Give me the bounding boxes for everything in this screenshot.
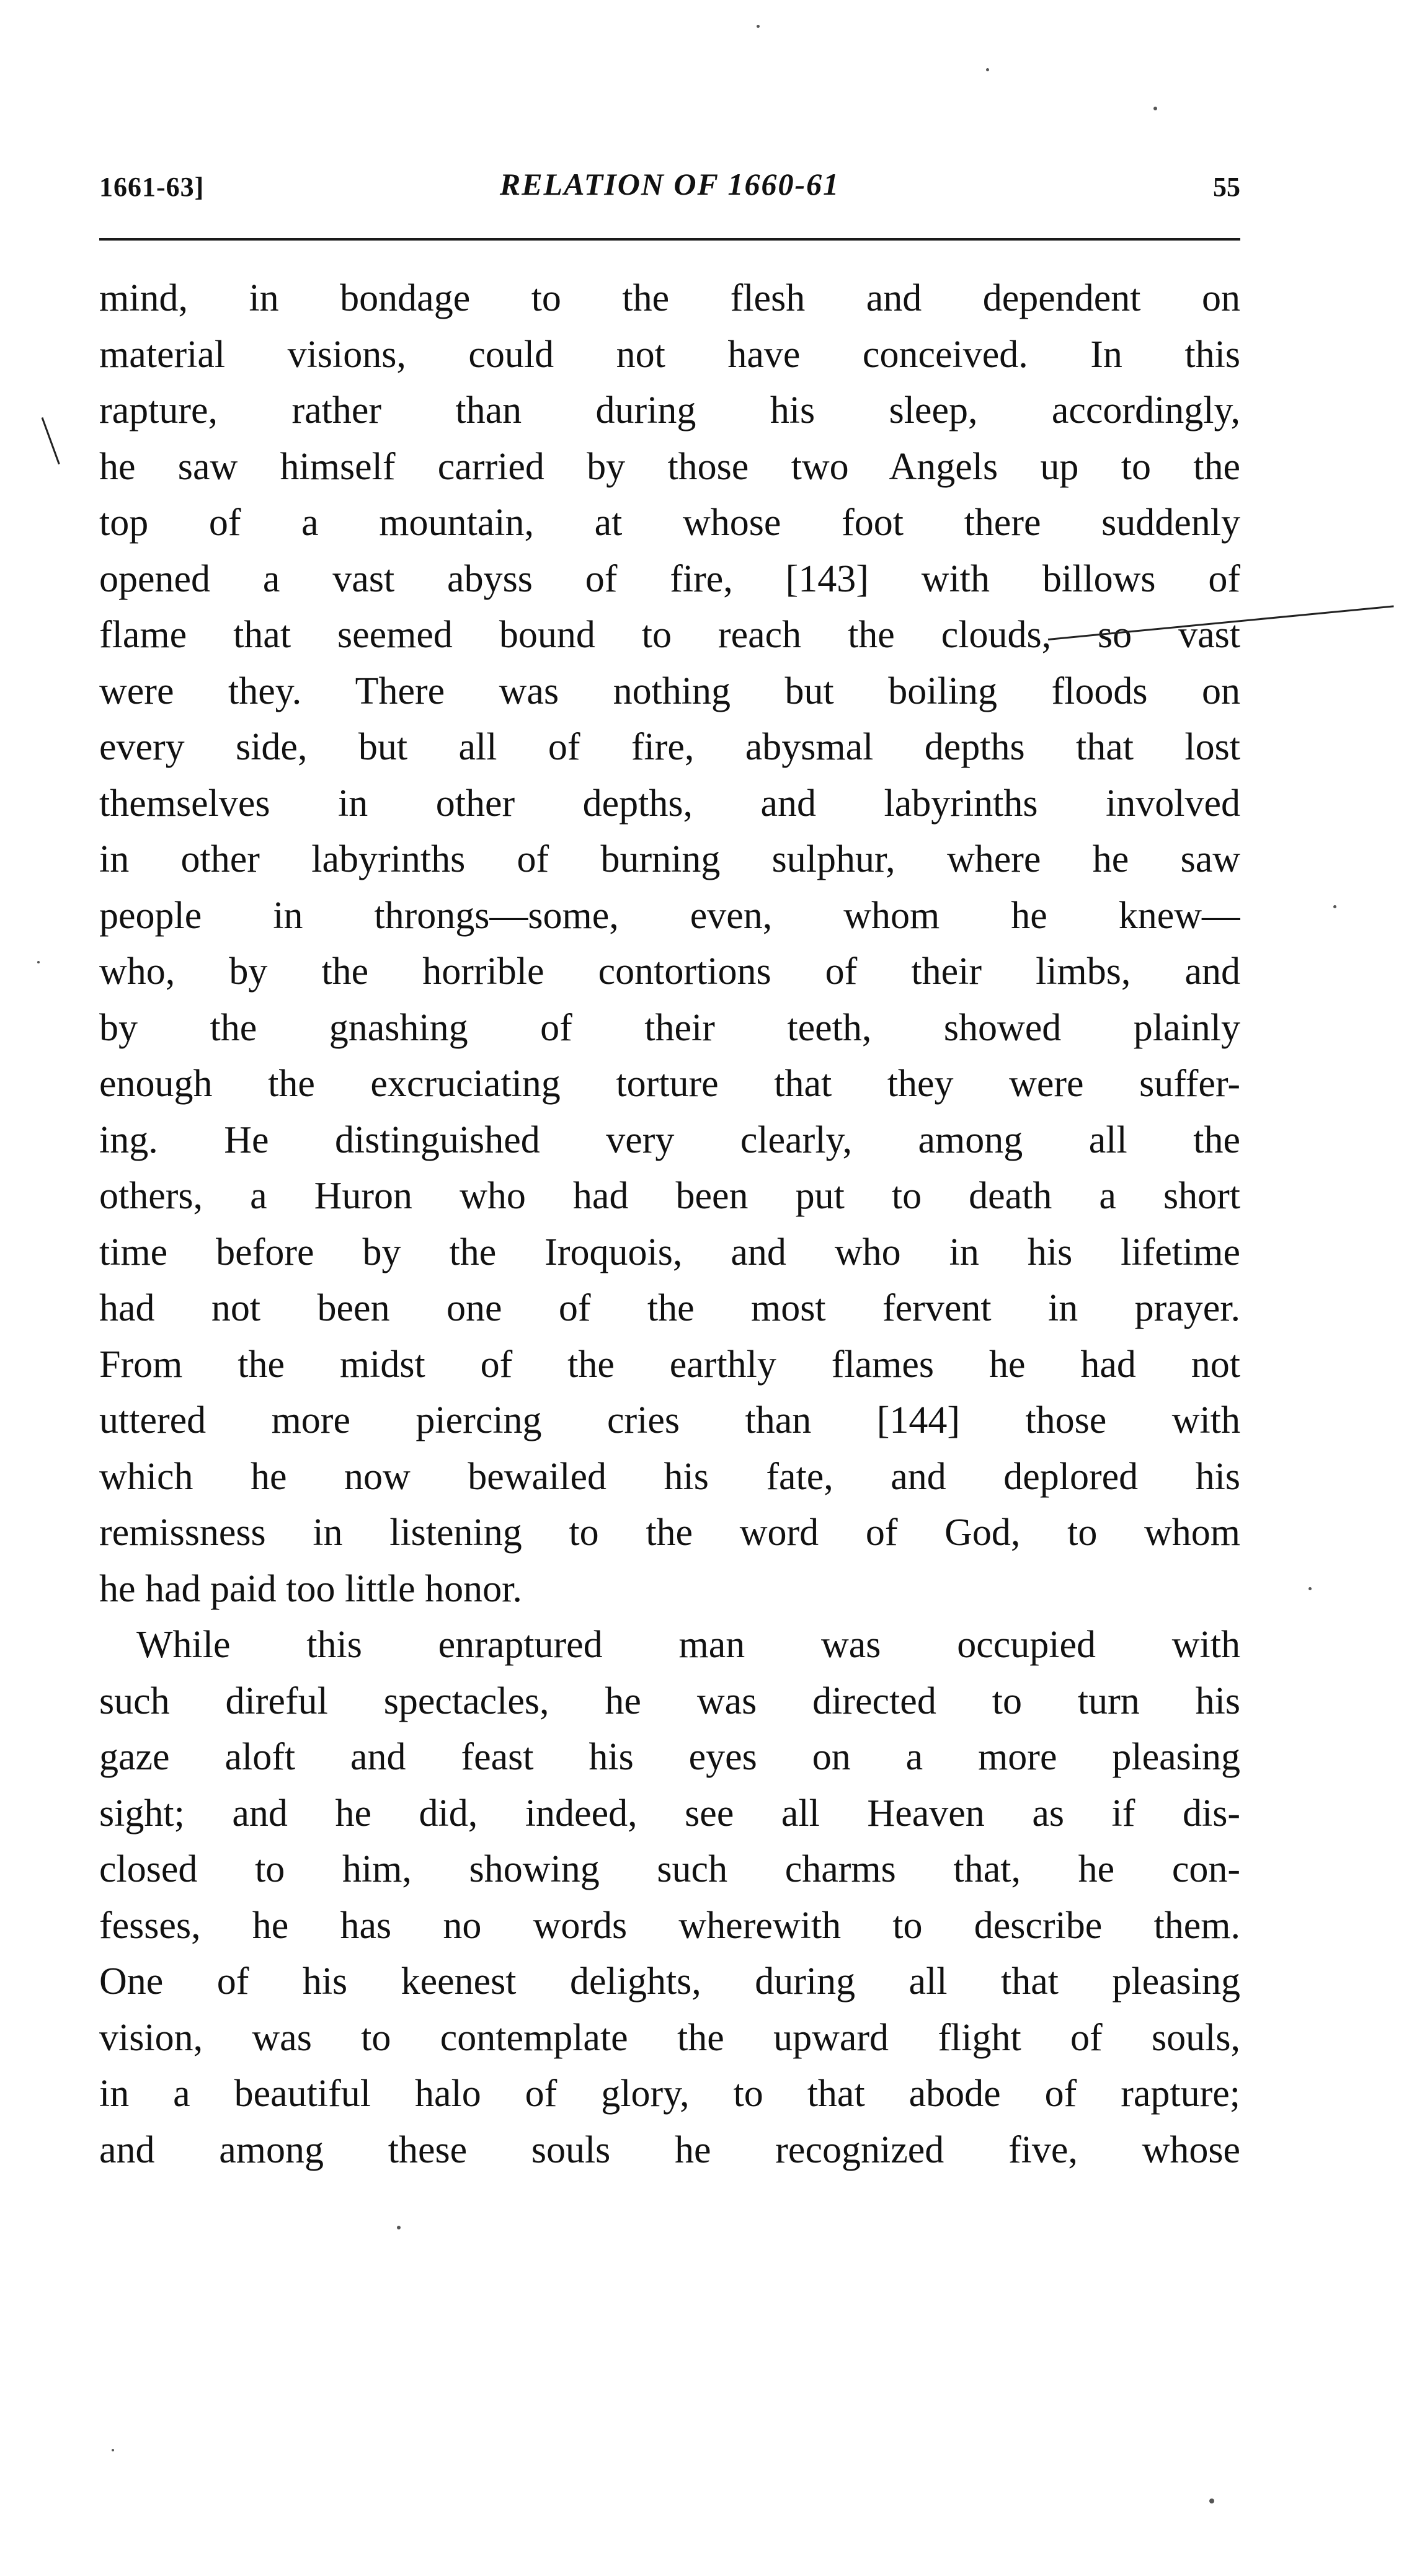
running-header — [99, 162, 1240, 212]
text-line: ing. He distinguished very clearly, among all the — [99, 1118, 1240, 1161]
text-line: time before by the Iroquois, and who in his lifetime — [99, 1231, 1240, 1273]
paragraph-1 — [99, 270, 1240, 1617]
text-line: material visions, could not have conceived. In this — [99, 333, 1240, 376]
text-line: enough the excruciating torture that they were suffer- — [99, 1063, 1240, 1105]
text-line: flame that seemed bound to reach the clouds, so vast — [99, 614, 1240, 656]
scan-speck — [757, 25, 760, 28]
scan-speck — [986, 68, 989, 71]
scan-speck — [1209, 2499, 1214, 2503]
text-line: remissness in listening to the word of God, to whom — [99, 1512, 1240, 1554]
text-line: people in throngs—some, even, whom he knew— — [99, 894, 1240, 937]
text-line: mind, in bondage to the flesh and dependent on — [99, 277, 1240, 319]
text-line: and among these souls he recognized five, whose — [99, 2128, 1240, 2171]
text-line: he saw himself carried by those two Angels up to the — [99, 445, 1240, 488]
text-line: in a beautiful halo of glory, to that abode of rapture; — [99, 2073, 1240, 2115]
header-years: 1661-63] — [99, 172, 205, 202]
text-line: who, by the horrible contortions of their limbs, and — [99, 950, 1240, 993]
text-line: While this enraptured man was occupied with — [136, 1624, 1240, 1666]
text-line: which he now bewailed his fate, and deplored his — [99, 1455, 1240, 1498]
scan-speck — [1333, 905, 1336, 908]
text-line: opened a vast abyss of fire, [143] with billows of — [99, 557, 1240, 600]
text-line: such direful spectacles, he was directed to turn his — [99, 1680, 1240, 1722]
text-line: sight; and he did, indeed, see all Heaven as if dis- — [99, 1792, 1240, 1835]
text-line: themselves in other depths, and labyrinths involved — [99, 782, 1240, 825]
body-text — [99, 270, 1240, 2178]
text-line: were they. There was nothing but boiling floods on — [99, 670, 1240, 712]
text-line: every side, but all of fire, abysmal depths that lost — [99, 726, 1240, 768]
scan-speck — [397, 2226, 401, 2229]
page-number: 55 — [1213, 172, 1240, 202]
margin-mark — [42, 417, 60, 464]
scan-speck — [1308, 1587, 1312, 1590]
scan-speck — [37, 961, 40, 963]
text-line: From the midst of the earthly flames he had not — [99, 1343, 1240, 1386]
text-line: gaze aloft and feast his eyes on a more pleasing — [99, 1736, 1240, 1778]
scan-speck — [1153, 107, 1157, 110]
text-line: rapture, rather than during his sleep, accordingly, — [99, 389, 1240, 432]
text-line: had not been one of the most fervent in prayer. — [99, 1287, 1240, 1329]
text-line: fesses, he has no words wherewith to describe them. — [99, 1904, 1240, 1947]
text-line: closed to him, showing such charms that, he con- — [99, 1848, 1240, 1890]
text-line: others, a Huron who had been put to death a short — [99, 1175, 1240, 1217]
text-line: by the gnashing of their teeth, showed plainly — [99, 1006, 1240, 1049]
text-line: One of his keenest delights, during all that pleasing — [99, 1960, 1240, 2003]
header-rule — [99, 238, 1240, 241]
paragraph-2 — [99, 1617, 1240, 2178]
text-line: he had paid too little honor. — [99, 1567, 522, 1610]
text-line: in other labyrinths of burning sulphur, where he saw — [99, 838, 1240, 880]
text-line: vision, was to contemplate the upward flight of souls, — [99, 2016, 1240, 2059]
header-title: RELATION OF 1660-61 — [499, 167, 840, 201]
text-line: uttered more piercing cries than [144] those with — [99, 1399, 1240, 1441]
text-line: top of a mountain, at whose foot there suddenly — [99, 502, 1240, 544]
scan-speck — [112, 2449, 114, 2451]
